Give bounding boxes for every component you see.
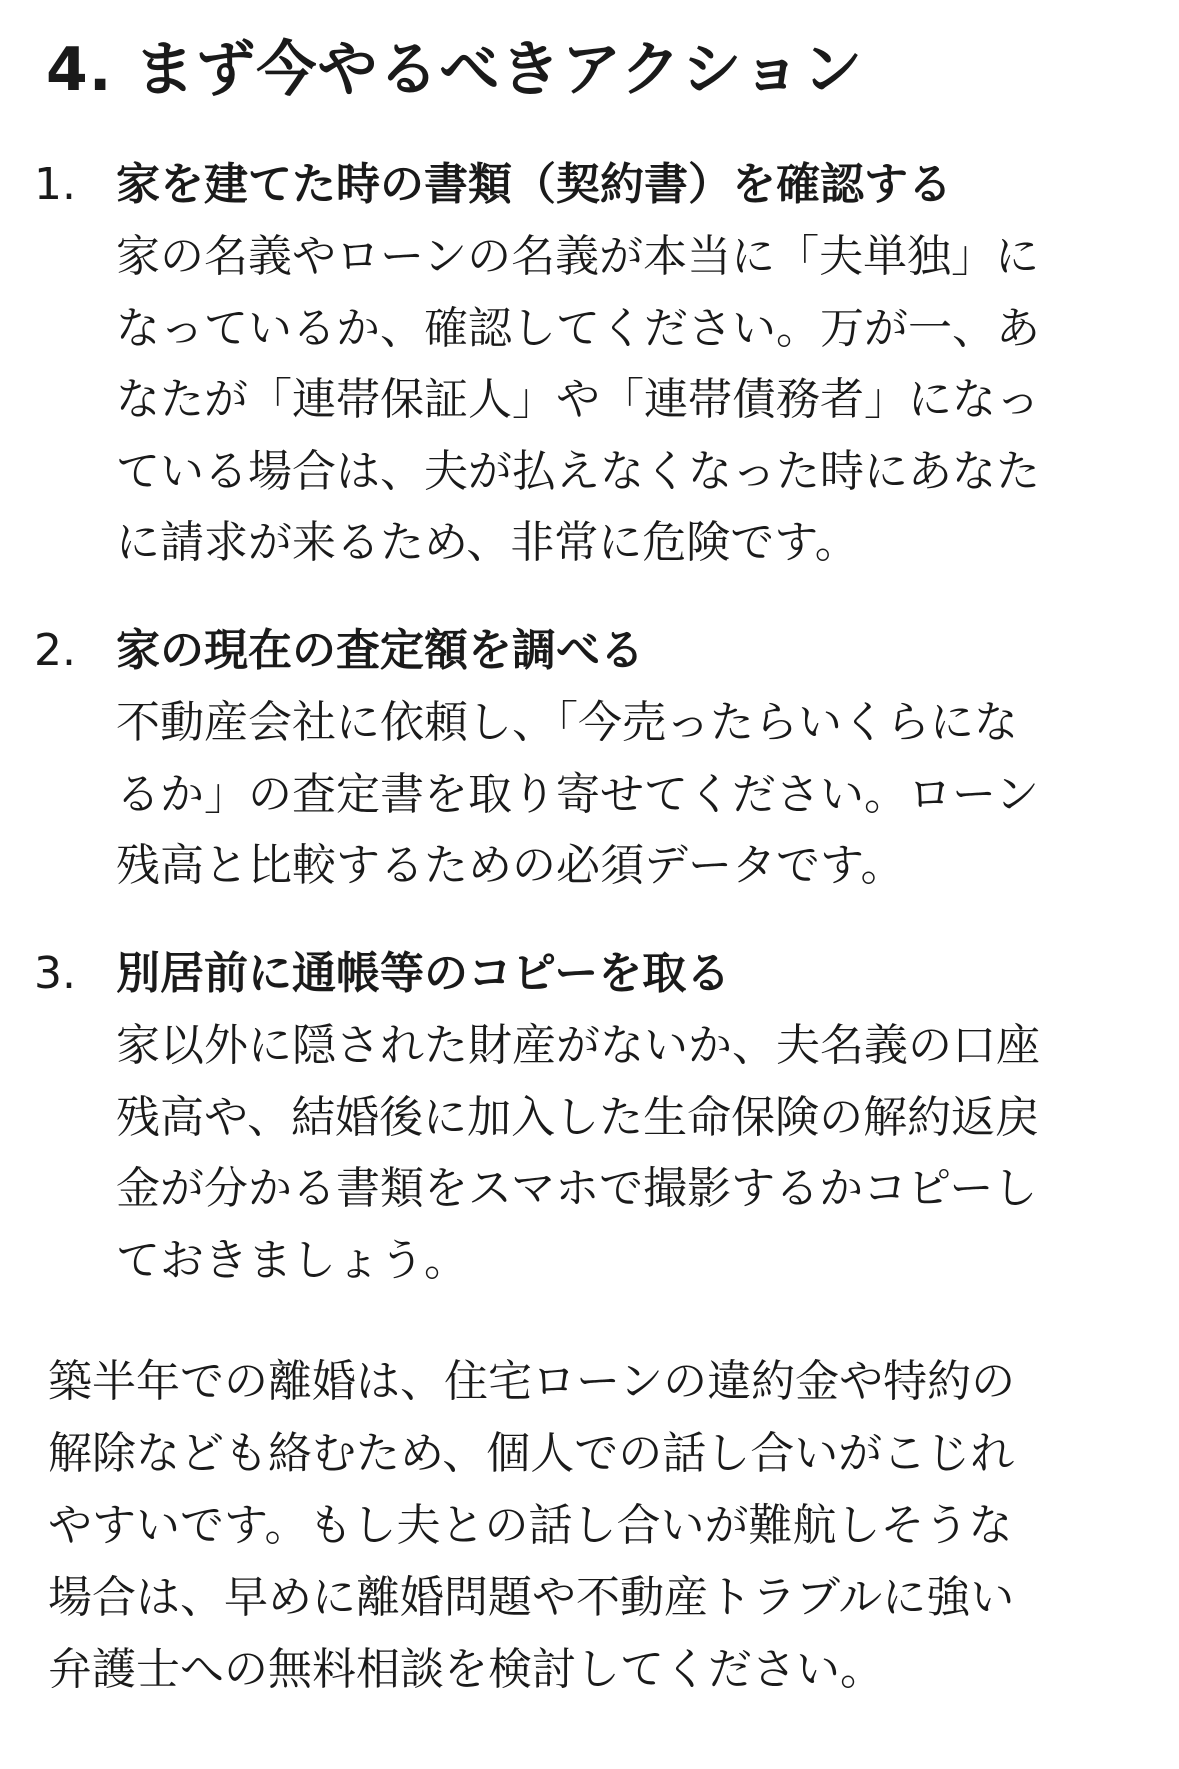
body-line: ている場合は、夫が払えなくなった時にあなた [116,445,1040,497]
body-line: 家の名義やローンの名義が本当に「夫単独」に [116,231,1040,282]
item-number: 1. [34,159,76,210]
body-line: 残高と比較するための必須データです。 [116,840,905,891]
body-line: 不動産会社に依頼し、「今売ったらいくらにな [116,697,1018,748]
item-title: 家を建てた時の書類（契約書）を確認する [116,159,952,210]
item-title: 家の現在の査定額を調べる [116,625,644,676]
closing-paragraph [48,1346,1158,1706]
body-line: 残高や、結婚後に加入した生命保険の解約返戻 [116,1091,1040,1143]
item-number: 2. [34,625,76,676]
item-body [116,221,1156,579]
item-number: 3. [34,948,76,999]
closing-line: 解除なども絡むため、個人での話し合いがこじれ [48,1428,1015,1479]
closing-line: やすいです。もし夫との話し合いが難航しそうな [48,1500,1013,1551]
item-body [116,1010,1156,1296]
section-title: 4. まず今やるべきアクション [46,35,864,105]
body-line: なっているか、確認してください。万が一、あ [116,302,1040,354]
body-line: 家以外に隠された財産がないか、夫名義の口座 [116,1020,1040,1071]
body-line: 金が分かる書類をスマホで撮影するかコピーし [116,1163,1038,1214]
body-line: ておきましょう。 [116,1234,468,1286]
closing-line: 場合は、早めに離婚問題や不動産トラブルに強い [48,1572,1015,1623]
closing-line: 築半年での離婚は、住宅ローンの違約金や特約の [48,1356,1016,1407]
item-title: 別居前に通帳等のコピーを取る [116,948,731,999]
body-line: なたが「連帯保証人」や「連帯債務者」になっ [116,374,1040,425]
body-line: に請求が来るため、非常に危険です。 [116,517,859,568]
item-body [116,687,1156,902]
closing-line: 弁護士への無料相談を検討してください。 [48,1644,884,1695]
body-line: るか」の査定書を取り寄せてください。ローン [116,768,1040,820]
